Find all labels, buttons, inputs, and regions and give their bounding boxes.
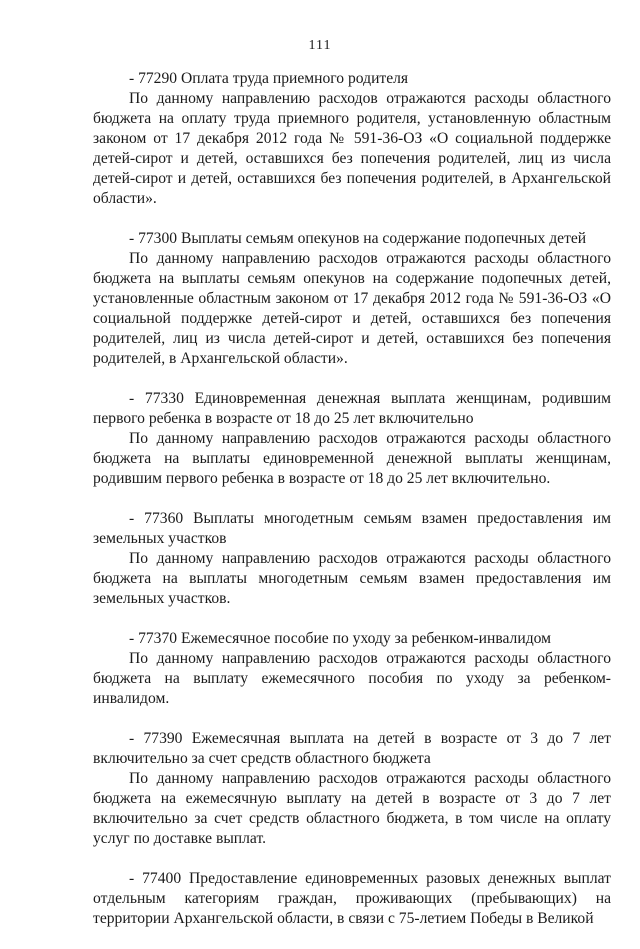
section-heading: - 77390 Ежемесячная выплата на детей в возрасте от 3 до 7 лет включительно за счет средств областного бюджета	[93, 730, 611, 767]
section-heading: - 77400 Предоставление единовременных разовых денежных выплат отдельным категориям граждан, проживающих (пребывающих) на территории Архангельской области, в связи с 75-летием Победы в Великой	[93, 870, 611, 927]
section-text: По данному направлению расходов отражаются расходы областного бюджета на выплаты единовременной денежной выплаты женщинам, родившим первого ребенка в возрасте от 18 до 25 лет включительно.	[93, 430, 611, 487]
section-heading: - 77290 Оплата труда приемного родителя	[129, 70, 409, 87]
expense-section-77390	[93, 729, 611, 849]
section-heading: - 77300 Выплаты семьям опекунов на содержание подопечных детей	[129, 230, 587, 247]
page-number: 111	[308, 38, 332, 53]
section-text: По данному направлению расходов отражаются расходы областного бюджета на ежемесячную выплату на детей в возрасте от 3 до 7 лет включительно за счет средств областного бюджета, в том числе на оплату услуг по доставке выплат.	[93, 770, 611, 847]
document-body	[93, 69, 611, 949]
section-text: По данному направлению расходов отражаются расходы областного бюджета на выплаты многодетным семьям взамен предоставления им земельных участков.	[93, 550, 611, 607]
expense-section-77330	[93, 389, 611, 489]
section-text: По данному направлению расходов отражаются расходы областного бюджета на выплату ежемесячного пособия по уходу за ребенком-инвалидом.	[93, 650, 611, 707]
expense-section-77370	[93, 629, 611, 709]
expense-section-77300	[93, 229, 611, 369]
expense-section-77360	[93, 509, 611, 609]
expense-section-77400	[93, 869, 611, 929]
section-heading: - 77330 Единовременная денежная выплата женщинам, родившим первого ребенка в возрасте от 18 до 25 лет включительно	[93, 390, 611, 427]
section-text: По данному направлению расходов отражаются расходы областного бюджета на выплаты семьям опекунов на содержание подопечных детей, установленные областным законом от 17 декабря 2012 года № 591-36-ОЗ «О социальной поддержке детей-сирот и детей, оставшихся без попечения родителей, лиц из числа детей-сирот и детей, оставшихся без попечения родителей, в Архангельской области».	[93, 250, 611, 367]
section-text: По данному направлению расходов отражаются расходы областного бюджета на оплату труда приемного родителя, установленную областным законом от 17 декабря 2012 года № 591-36-ОЗ «О социальной поддержке детей-сирот и детей, оставшихся без попечения родителей, лиц из числа детей-сирот и детей, оставшихся без попечения родителей, в Архангельской области».	[93, 90, 611, 207]
section-heading: - 77360 Выплаты многодетным семьям взамен предоставления им земельных участков	[93, 510, 611, 547]
expense-section-77290	[93, 69, 611, 209]
section-heading: - 77370 Ежемесячное пособие по уходу за ребенком-инвалидом	[129, 630, 551, 647]
